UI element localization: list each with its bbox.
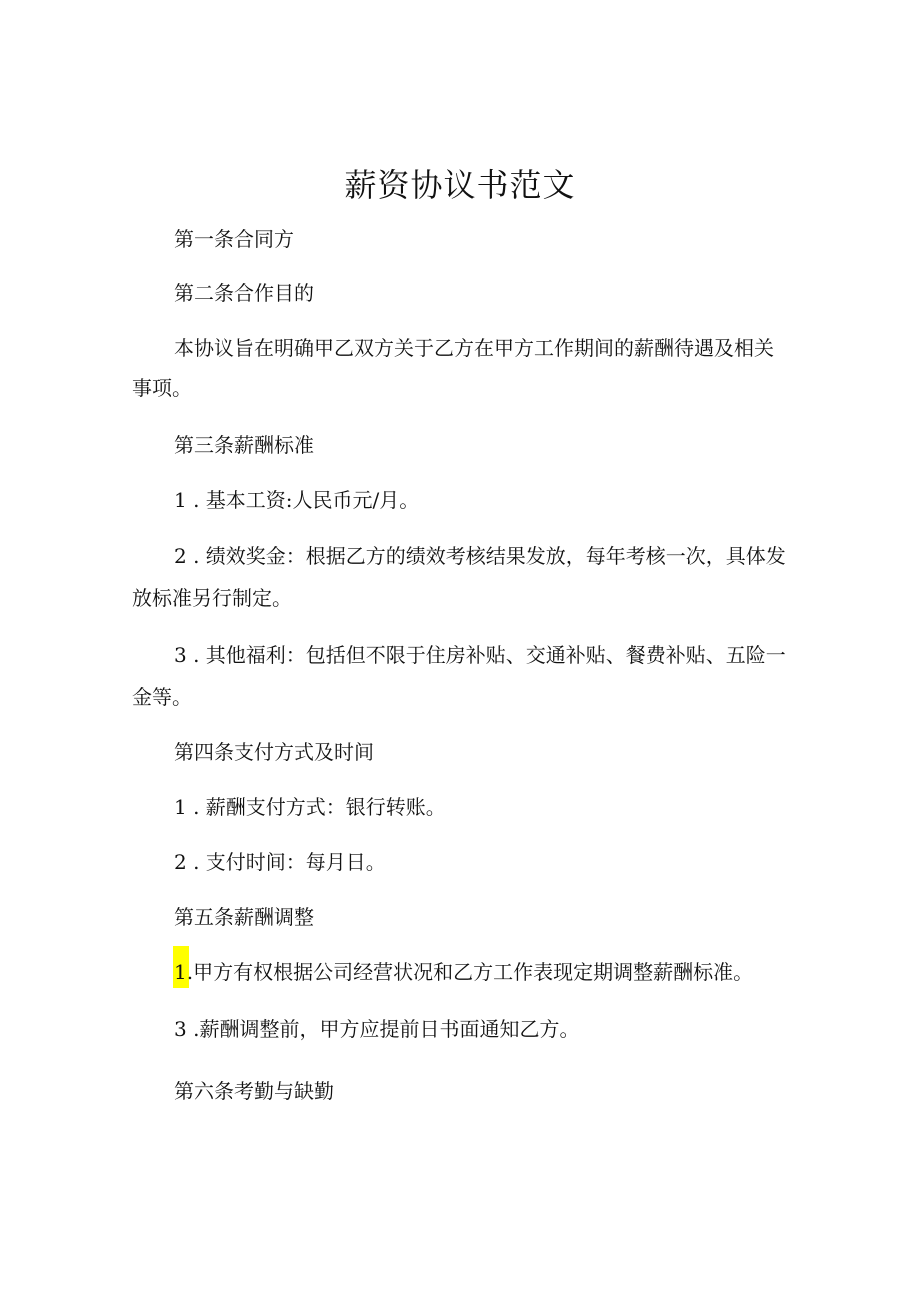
payment-item-1-text: 1 . 薪酬支付方式：银行转账。 [174, 795, 446, 819]
payment-item-2-text: 2 . 支付时间：每月日。 [174, 850, 386, 874]
adjustment-item-1-text: 1.甲方有权根据公司经营状况和乙方工作表现定期调整薪酬标准。 [174, 960, 754, 984]
article-2-text: 第二条合作目的 [174, 281, 314, 305]
paragraph-purpose-text-1: 本协议旨在明确甲乙双方关于乙方在甲方工作期间的薪酬待遇及相关 [174, 336, 774, 360]
salary-item-3-text-1: 3 . 其他福利：包括但不限于住房补贴、交通补贴、餐费补贴、五险一 [174, 643, 786, 667]
article-1-text: 第一条合同方 [174, 227, 294, 251]
salary-item-2-text-1: 2 . 绩效奖金：根据乙方的绩效考核结果发放，每年考核一次，具体发 [174, 544, 786, 568]
article-4-text: 第四条支付方式及时间 [174, 740, 374, 764]
article-6-text: 第六条考勤与缺勤 [174, 1079, 334, 1103]
article-5-text: 第五条薪酬调整 [174, 905, 314, 929]
salary-item-3-text-2: 金等。 [132, 685, 192, 709]
article-3-text: 第三条薪酬标准 [174, 433, 314, 457]
salary-item-2-text-2: 放标准另行制定。 [132, 586, 292, 610]
document-title: 薪资协议书范文 [344, 166, 576, 204]
salary-item-1-text: 1 . 基本工资:人民币元/月。 [174, 488, 420, 512]
adjustment-item-3-text: 3 .薪酬调整前，甲方应提前日书面通知乙方。 [174, 1017, 580, 1041]
paragraph-purpose-text-2: 事项。 [132, 376, 192, 400]
